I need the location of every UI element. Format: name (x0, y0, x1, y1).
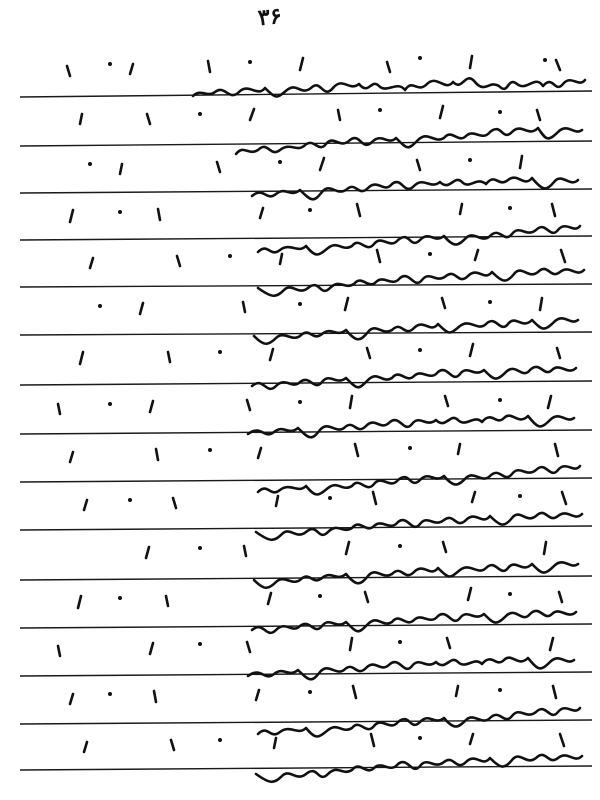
script-line-1 (67, 56, 585, 97)
script-line-13 (58, 638, 574, 679)
script-line-8 (58, 396, 574, 437)
script-line-2 (80, 106, 582, 154)
script-dots (88, 56, 547, 742)
script-line-3 (120, 156, 578, 199)
page-number: ۳۶ (256, 2, 284, 32)
script-line-15 (84, 734, 582, 782)
script-line-12 (78, 588, 576, 633)
script-line-7 (80, 344, 576, 389)
script-line-11 (146, 542, 578, 588)
script-line-14 (70, 686, 580, 737)
script-line-6 (140, 298, 578, 344)
script-line-10 (84, 492, 582, 540)
script-line-4 (70, 204, 580, 255)
script-line-9 (70, 444, 580, 495)
script-line-5 (90, 250, 584, 296)
